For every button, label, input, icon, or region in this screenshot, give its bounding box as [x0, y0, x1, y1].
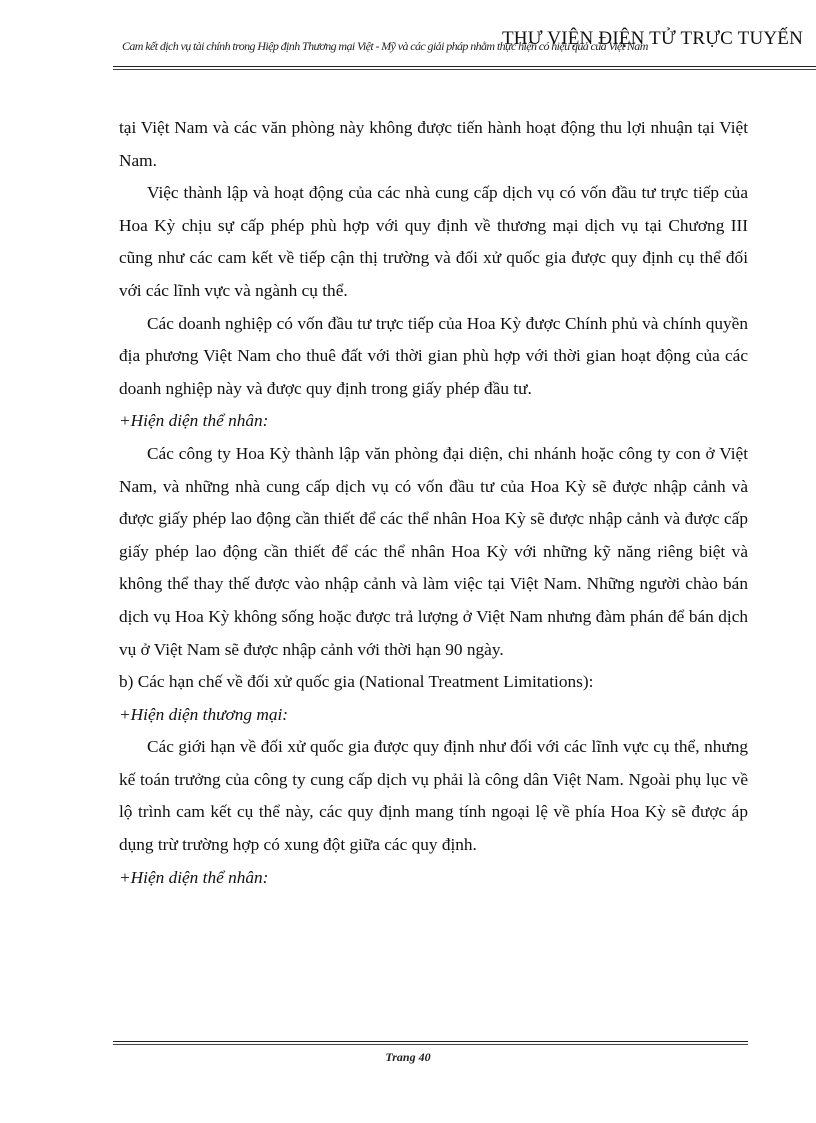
- document-body: [119, 112, 748, 894]
- header-divider: [113, 66, 816, 67]
- paragraph-1: tại Việt Nam và các văn phòng này không được tiến hành hoạt động thu lợi nhuận tại Việt Nam.: [119, 118, 748, 170]
- footer-divider: [113, 1041, 748, 1042]
- subheading-commercial-presence: +Hiện diện thương mại:: [119, 704, 289, 724]
- header-divider-thin: [113, 69, 816, 70]
- running-title: Cam kết dịch vụ tài chính trong Hiệp định Thương mại Việt - Mỹ và các giải pháp nhằm thực hiện có hiệu quả của Việt Nam: [122, 39, 648, 53]
- footer-divider-thin: [113, 1044, 748, 1045]
- page-header: [0, 0, 816, 70]
- page-number: Trang 40: [385, 1050, 431, 1064]
- subheading-natural-presence-2: +Hiện diện thể nhân:: [119, 867, 269, 887]
- section-heading-national-treatment: b) Các hạn chế về đối xử quốc gia (National Treatment Limitations):: [119, 672, 594, 692]
- paragraph-2: Việc thành lập và hoạt động của các nhà cung cấp dịch vụ có vốn đầu tư trực tiếp của Hoa Kỳ chịu sự cấp phép phù hợp với quy định về thương mại dịch vụ tại Chương III cũng như các cam kết về tiếp cận thị trường và đối xử quốc gia được quy định cụ thể đối với các lĩnh vực và ngành cụ thể.: [119, 183, 748, 300]
- watermark: THƯ VIỆN ĐIỆN TỬ TRỰC TUYẾN: [502, 28, 804, 49]
- paragraph-4: Các công ty Hoa Kỳ thành lập văn phòng đại diện, chi nhánh hoặc công ty con ở Việt Nam, và những nhà cung cấp dịch vụ có vốn đầu tư của Hoa Kỳ sẽ được nhập cảnh và được giấy phép lao động cần thiết để các thể nhân Hoa Kỳ sẽ được nhập cảnh và được cấp giấy phép lao động cần thiết để các thể nhân Hoa Kỳ với những kỹ năng riêng biệt và không thể thay thế được vào nhập cảnh và làm việc tại Việt Nam. Những người chào bán dịch vụ Hoa Kỳ không sống hoặc được trả lượng ở Việt Nam nhưng đàm phán để bán dịch vụ ở Việt Nam sẽ được nhập cảnh với thời hạn 90 ngày.: [119, 443, 748, 659]
- paragraph-5: Các giới hạn về đối xử quốc gia được quy định như đối với các lĩnh vực cụ thể, nhưng kế toán trưởng của công ty cung cấp dịch vụ phải là công dân Việt Nam. Ngoài phụ lục về lộ trình cam kết cụ thể này, các quy định mang tính ngoại lệ về phía Hoa Kỳ sẽ được áp dụng trừ trường hợp có xung đột giữa các quy định.: [119, 737, 748, 855]
- subheading-natural-presence: +Hiện diện thể nhân:: [119, 411, 269, 431]
- paragraph-3: Các doanh nghiệp có vốn đầu tư trực tiếp của Hoa Kỳ được Chính phủ và chính quyền địa phương Việt Nam cho thuê đất với thời gian phù hợp với thời gian hoạt động của các doanh nghiệp này và được quy định trong giấy phép đầu tư.: [119, 313, 748, 398]
